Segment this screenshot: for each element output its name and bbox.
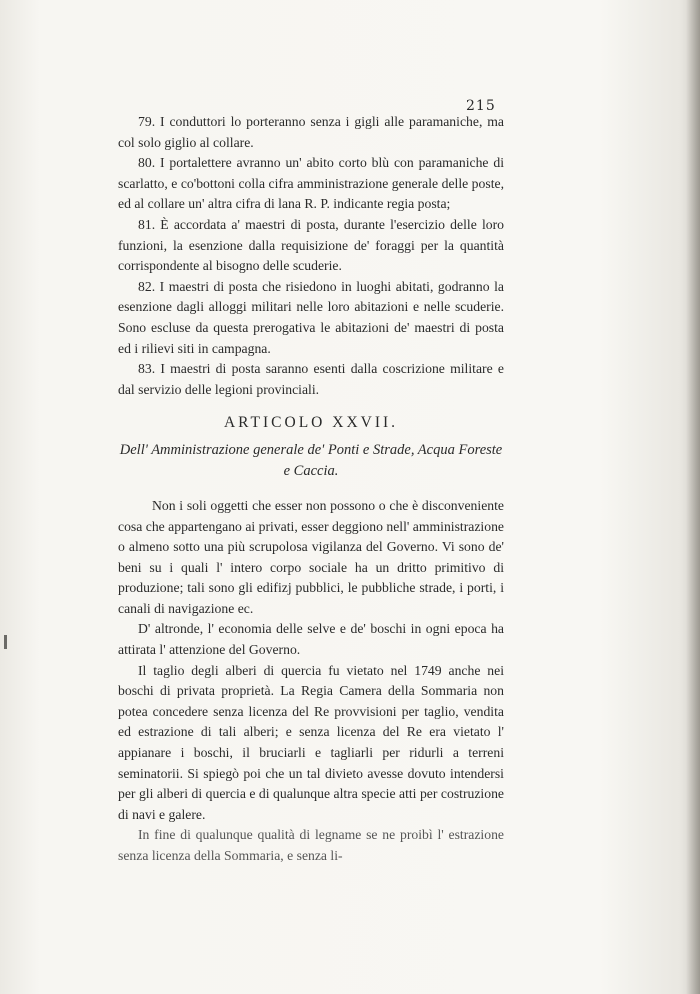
paragraph-80: 80. I portalettere avranno un' abito corto blù con paramaniche di scarlatto, e co'bottoni colla cifra amministrazione generale delle poste, ed al collare un' altra cifra di lana R. P. indicante regia posta; xyxy=(118,155,504,212)
page-edge-shadow xyxy=(686,0,700,994)
body-paragraph: D' altronde, l' economia delle selve e de' boschi in ogni epoca ha attirata l' attenzione del Governo. xyxy=(118,621,504,658)
page-text xyxy=(118,112,504,867)
article-subtitle: Dell' Amministrazione generale de' Ponti e Strade, Acqua Foreste e Caccia. xyxy=(119,441,503,479)
body-paragraph: Non i soli oggetti che esser non possono o che è disconveniente cosa che appartengano ai privati, esser deggiono nell' amministrazione o almeno sotto una più scrupolosa vigilanza del Governo. Vi sono de' beni su i quali l' intero corpo sociale ha un dritto primitivo di produzione; tali sono gli edifizj pubblici, le pubbliche strade, i porti, i canali di navigazione ec. xyxy=(118,497,504,616)
paragraph-79: 79. I conduttori lo porteranno senza i gigli alle paramaniche, ma col solo giglio al collare. xyxy=(118,114,504,150)
body-paragraph: In fine di qualunque qualità di legname se ne proibì l' estrazione senza licenza della Sommaria, e senza li- xyxy=(118,827,504,863)
paragraph-83: 83. I maestri di posta saranno esenti dalla coscrizione militare e dal servizio delle legioni provinciali. xyxy=(118,361,504,397)
article-heading: ARTICOLO XXVII. xyxy=(223,414,399,432)
binding-mark xyxy=(4,635,7,649)
paragraph-81: 81. È accordata a' maestri di posta, durante l'esercizio delle loro funzioni, la esenzione dalla requisizione de' foraggi per la quantità corrispondente al bisogno delle scuderie. xyxy=(118,216,504,274)
page-number: 215 xyxy=(466,98,496,114)
paragraph-82: 82. I maestri di posta che risiedono in luoghi abitati, godranno la esenzione dagli alloggi militari nelle loro abitazioni e nelle scuderie. Sono escluse da questa prerogativa le abitazioni de' maestri di posta ed i rilievi siti in campagna. xyxy=(118,278,504,356)
body-paragraph: Il taglio degli alberi di quercia fu vietato nel 1749 anche nei boschi di privata proprietà. La Regia Camera della Sommaria non potea concedere senza licenza del Re provvisioni per taglio, vendita ed estrazione di tali alberi; e senza licenza del Re era vietato l' appianare i boschi, il bruciarli e tagliarli per ridurli a terreni seminatorii. Si spiegò poi che un tal divieto avesse dovuto intendersi per gli alberi di quercia e di qualunque altra specie atti per costruzione di navi e galere. xyxy=(118,662,504,822)
